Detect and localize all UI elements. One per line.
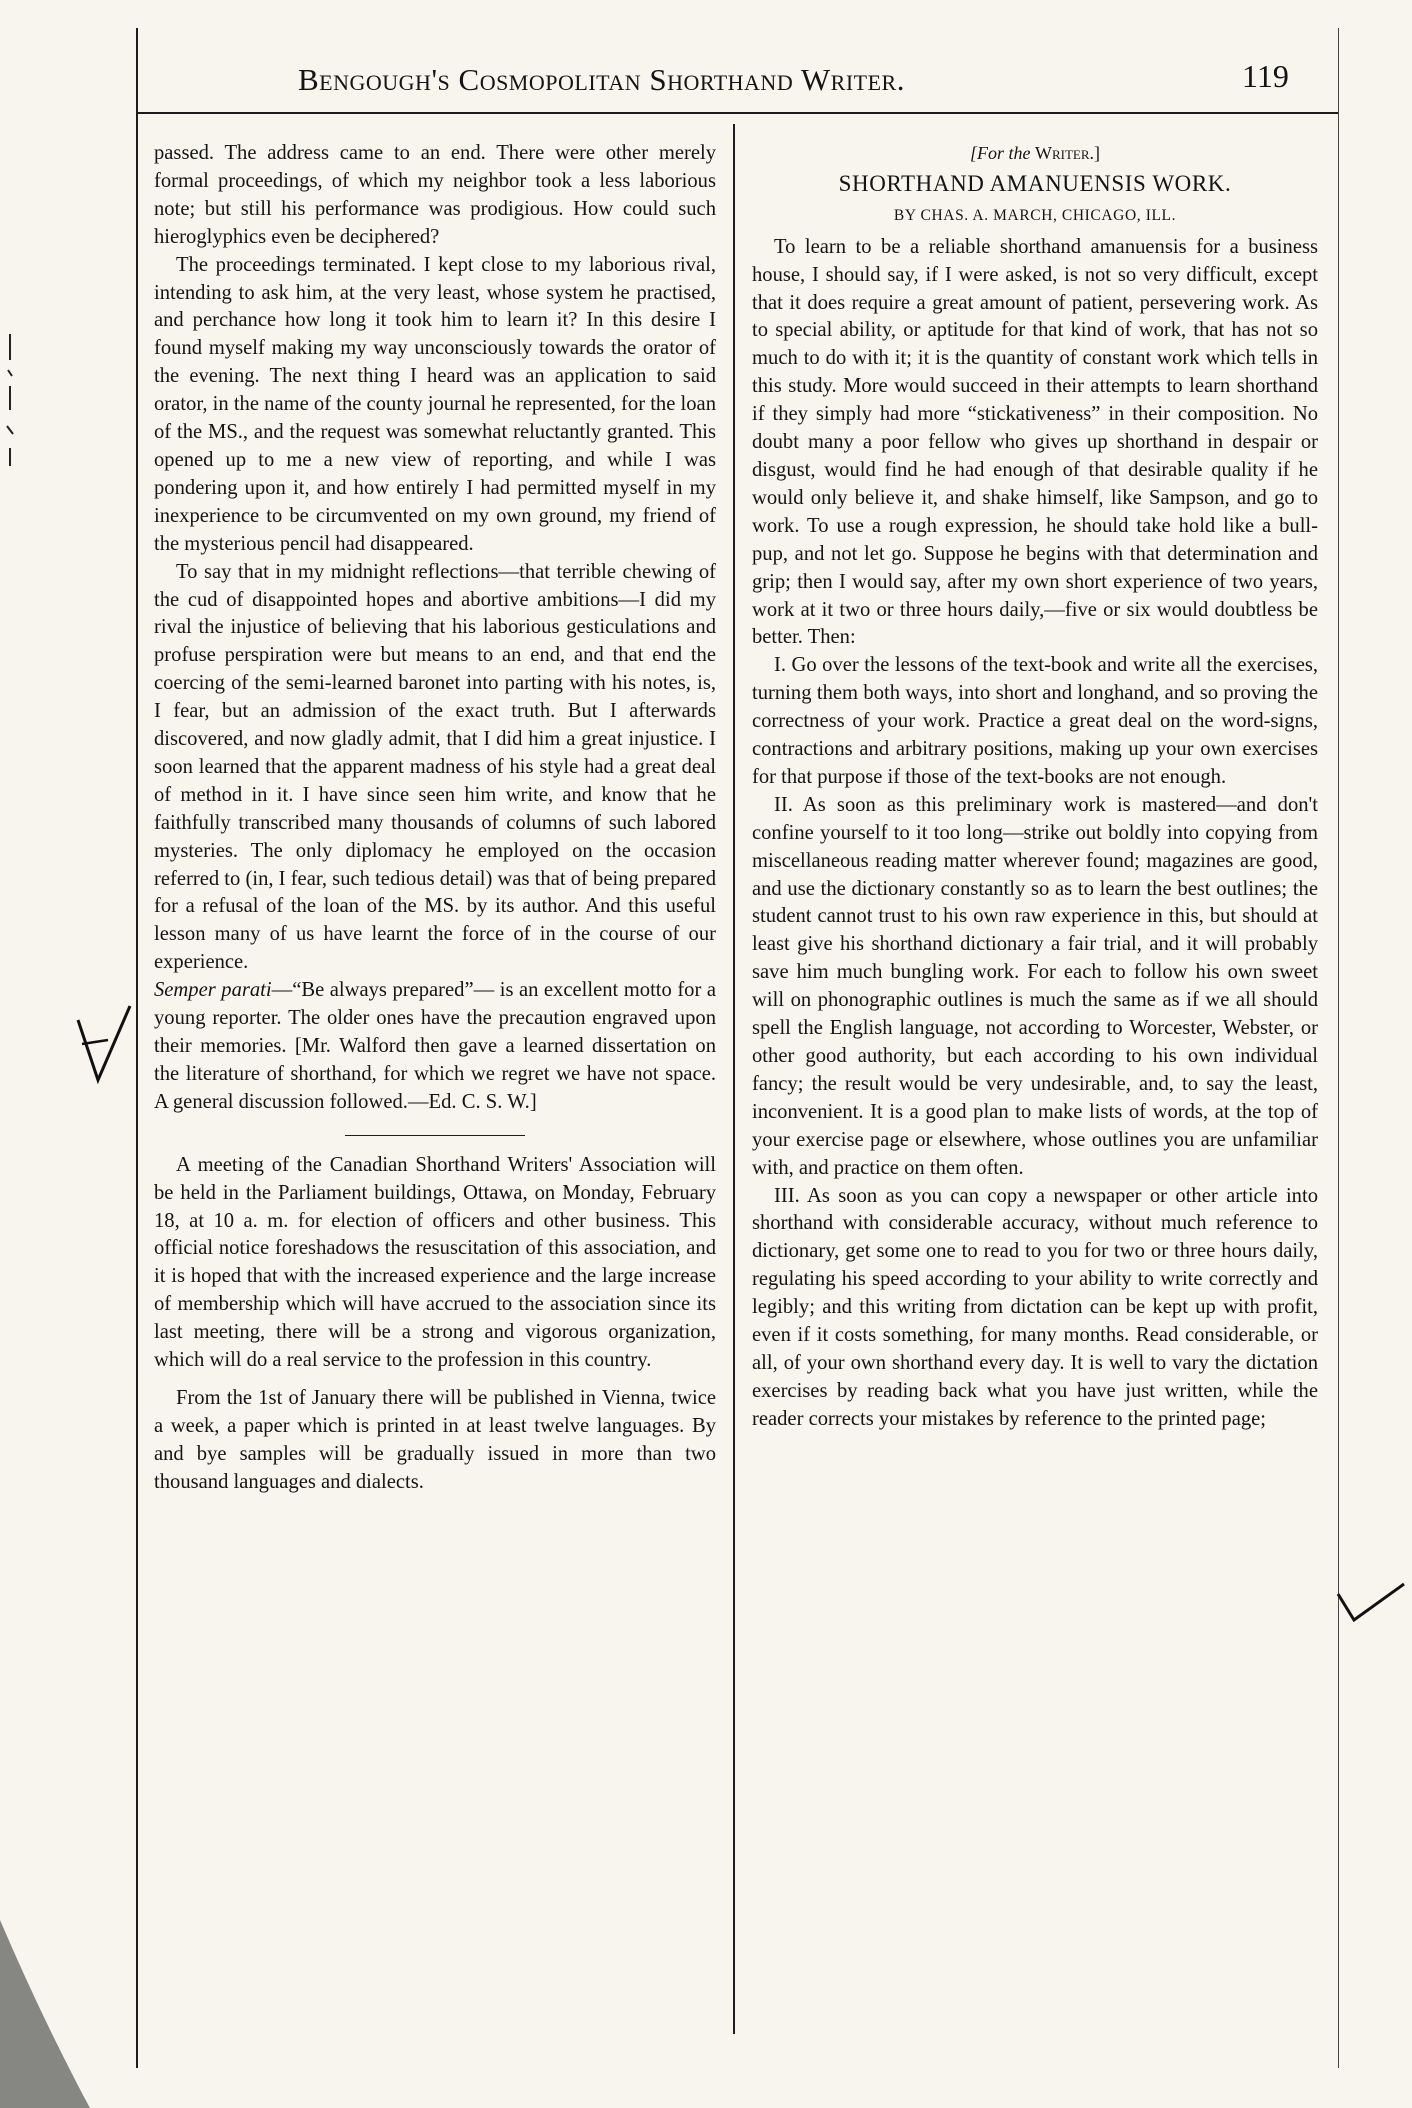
- right-column: [752, 140, 1318, 1434]
- paragraph-proceedings: The proceedings terminated. I kept close to my laborious rival, intending to ask him, at the very least, whose system he practised, and perchance how long it took him to learn it? In this desire I found myself making my way unconsciously towards the orator of the evening. The next thing I heard was an application to said orator, in the name of the county journal he represented, for the loan of the MS., and the request was somewhat reluctantly granted. This opened up to me a new view of reporting, and while I was pondering upon it, and how entirely I had permitted myself in my inexperience to be circumvented on my own ground, my friend of the mysterious pencil had disappeared.: [154, 253, 716, 555]
- page-edge-shadow: [0, 1900, 90, 2108]
- left-column: [154, 140, 716, 1497]
- motto-latin: Semper parati: [154, 979, 272, 1002]
- paragraph-step-one: I. Go over the lessons of the text-book and write all the exercises, turning them both ways, into short and longhand, and so proving the correctness of your work. Practice a great deal on the word-signs, contractions and arbitrary positions, making up your own exercises for that purpose if those of the text-books are not enough.: [752, 654, 1318, 788]
- article-title: SHORTHAND AMANUENSIS WORK.: [838, 170, 1232, 196]
- paragraph-step-three: III. As soon as you can copy a newspaper or other article into shorthand with considerable accuracy, without much reference to dictionary, get some one to read to you for two or three hours daily, regulating his speed according to your ability to write correctly and legibly; and this writing from dictation can be kept up with profit, even if it costs something, for many months. Read considerable, or all, of your own shorthand every day. It is well to vary the dictation exercises by reading back what you have just written, while the reader corrects your mistakes by reference to the printed page;: [752, 1184, 1318, 1430]
- notice-vienna-paper: From the 1st of January there will be published in Vienna, twice a week, a paper which is printed in at least twelve languages. By and bye samples will be gradually issued in more than two thousand languages and dialects.: [154, 1386, 716, 1493]
- column-divider: [733, 124, 735, 2034]
- binding-mark: [4, 330, 16, 470]
- paragraph-intro: To learn to be a reliable shorthand amanuensis for a business house, I should say, if I were asked, is not so very difficult, except that it does require a great amount of patient, persevering work. As to special ability, or aptitude for that kind of work, that has not so much to do with it; it is the quantity of constant work which tells in this study. More would succeed in their attempts to learn shorthand if they simply had more “stickativeness” in their composition. No doubt many a poor fellow who gives up shorthand in despair or disgust, would find he had enough of that desirable quality if he would only believe it, and shake himself, like Sampson, and go to work. To use a rough expression, he should take hold like a bull-pup, and not let go. Suppose he begins with that determination and grip; then I would say, after my own short experience of two years, work at it two or three hours daily,—five or six would doubtless be better. Then:: [752, 235, 1318, 649]
- tagline-writer: Writer.]: [1034, 143, 1101, 163]
- paragraph-reflections: To say that in my midnight reflections—that terrible chewing of the cud of disappointed hopes and abortive ambitions—I did my rival the injustice of believing that his laborious gesticulations and profuse perspiration were but means to an end, and that end the coercing of the semi-learned baronet into parting with his notes, is, I fear, but an admission of the exact truth. But I afterwards discovered, and now gladly admit, that I did him a great injustice. I soon learned that the apparent madness of his style had a great deal of method in it. I have since seen him write, and know that he faithfully transcribed many thousands of columns of such labored mysteries. The only diplomacy he employed on the occasion referred to (in, I fear, such tedious detail) was that of being prepared for a refusal of the loan of the MS. by its author. And this useful lesson many of us have learnt the force of in the course of our experience.: [154, 560, 716, 974]
- page-header: [138, 28, 1338, 114]
- section-rule: [345, 1135, 525, 1136]
- article-tagline: [752, 140, 1318, 168]
- motto-rest: —“Be always prepared”— is an excellent motto for a young reporter. The older ones have the precaution engraved upon their memories. [Mr. Walford then gave a learned dissertation on the literature of shorthand, for which we regret we have not space. A general discussion followed.—Ed. C. S. W.]: [154, 979, 716, 1113]
- running-title: Bengough's Cosmopolitan Shorthand Writer.: [298, 62, 905, 97]
- paragraph-continued: passed. The address came to an end. There were other merely formal proceedings, of which my neighbor took a less laborious note; but still his performance was prodigious. How could such hieroglyphics even be deciphered?: [154, 142, 716, 248]
- paragraph-motto: [154, 977, 716, 1117]
- tagline-prefix: [For the: [969, 143, 1031, 163]
- page-number: 119: [1242, 58, 1289, 94]
- page: [136, 28, 1339, 2068]
- article-byline: BY CHAS. A. MARCH, CHICAGO, ILL.: [893, 206, 1177, 224]
- notice-shorthand-association: A meeting of the Canadian Shorthand Writers' Association will be held in the Parliament buildings, Ottawa, on Monday, February 18, at 10 a. m. for election of officers and other business. This official notice foreshadows the resuscitation of this association, and it is hoped that with the increased experience and the large increase of membership which will have accrued to the association since its last meeting, there will be a strong and vigorous organization, which will do a real service to the profession in this country.: [154, 1153, 716, 1372]
- handwritten-tick-mark: [68, 1000, 138, 1090]
- paragraph-step-two: II. As soon as this preliminary work is mastered—and don't confine yourself to it too long—strike out boldly into copying from miscellaneous reading matter wherever found; magazines are good, and use the dictionary constantly so as to learn the best outlines; the student cannot trust to his own raw experience in this, but should at least give his shorthand dictionary a fair trial, and it will probably save him much bungling work. For each to follow his own sweet will on phonographic outlines is much the same as if we all should spell the English language, not according to Worcester, Webster, or other good authority, but each according to his own individual fancy; the result would be very undesirable, and, to say the least, inconvenient. It is a good plan to make lists of words, at the top of your exercise page or elsewhere, whose outlines you are unfamiliar with, and practice on them often.: [752, 793, 1318, 1179]
- handwritten-tick-mark-right: [1336, 1560, 1406, 1630]
